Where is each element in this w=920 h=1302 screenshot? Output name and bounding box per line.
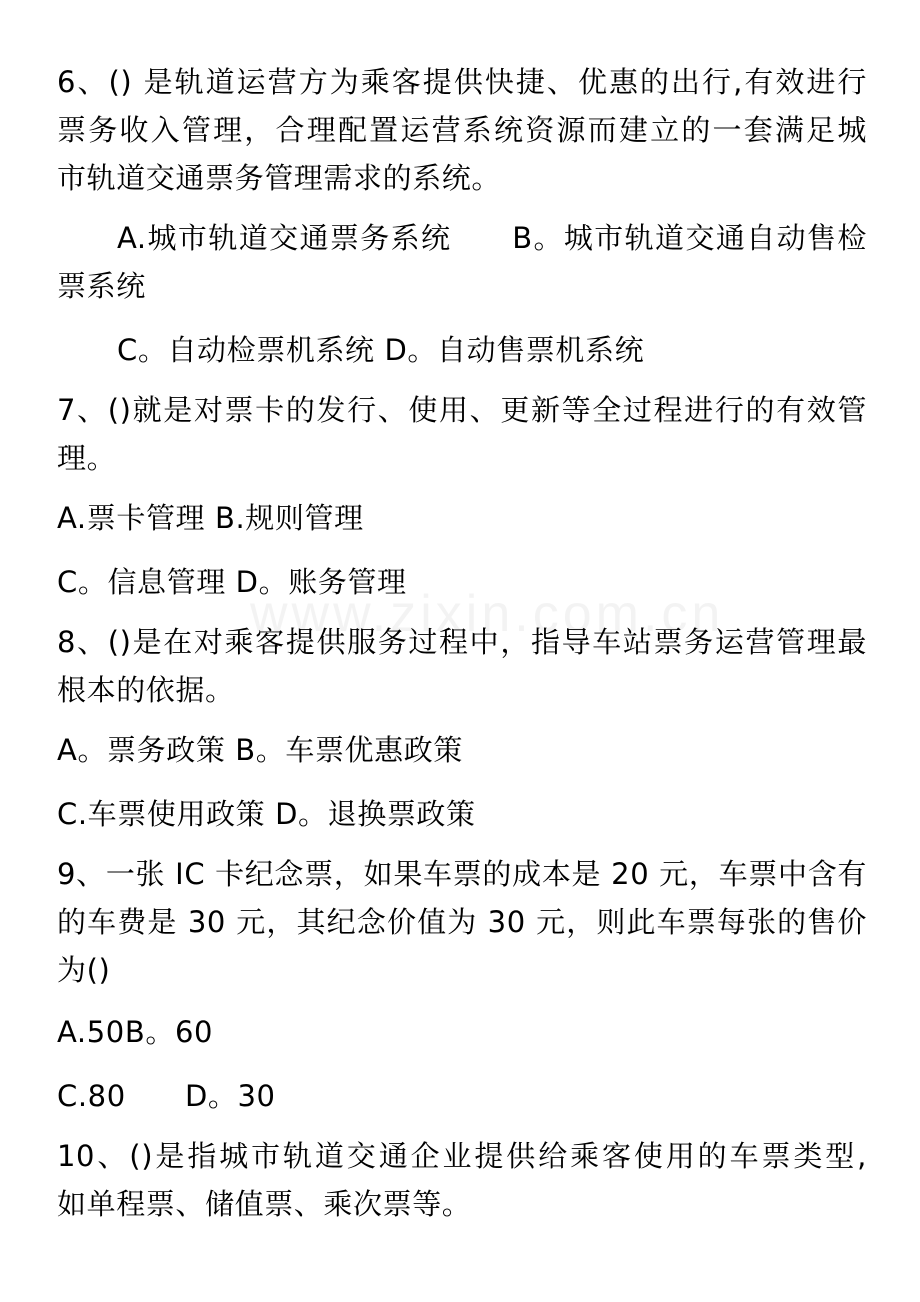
question-6-options-cd: C。自动检票机系统 D。自动售票机系统 [117, 333, 645, 367]
question-8-options-ab: A。票务政策 B。车票优惠政策 [57, 733, 463, 767]
question-9-options-ab: A.50B。60 [57, 1015, 214, 1049]
question-6-line-3: 市轨道交通票务管理需求的系统。 [57, 161, 502, 195]
question-6-options-ab: A.城市轨道交通票务系统 B。城市轨道交通自动售检 [117, 221, 867, 255]
question-8-line-1: 8、()是在对乘客提供服务过程中，指导车站票务运营管理最 [57, 625, 867, 659]
question-10-line-2: 如单程票、储值票、乘次票等。 [57, 1187, 472, 1221]
question-8-options-cd: C.车票使用政策 D。退换票政策 [57, 797, 476, 831]
question-9-line-1: 9、一张 IC 卡纪念票，如果车票的成本是 20 元，车票中含有 [57, 857, 867, 891]
question-6-line-2: 票务收入管理，合理配置运营系统资源而建立的一套满足城 [57, 113, 867, 147]
question-9-options-cd: C.80 D。30 [57, 1079, 276, 1113]
question-7-line-1: 7、()就是对票卡的发行、使用、更新等全过程进行的有效管 [57, 393, 867, 427]
question-9-line-2: 的车费是 30 元，其纪念价值为 30 元，则此车票每张的售价 [57, 905, 867, 939]
question-7-line-2: 理。 [57, 441, 117, 475]
question-6-line-1: 6、() 是轨道运营方为乘客提供快捷、优惠的出行,有效进行 [57, 65, 867, 99]
question-10-line-1: 10、()是指城市轨道交通企业提供给乘客使用的车票类型, [57, 1139, 867, 1173]
question-8-line-2: 根本的依据。 [57, 673, 235, 707]
question-7-options-ab: A.票卡管理 B.规则管理 [57, 501, 364, 535]
question-6-options-ab-cont: 票系统 [57, 269, 146, 303]
question-9-line-3: 为() [57, 953, 111, 987]
question-7-options-cd: C。信息管理 D。账务管理 [57, 565, 407, 599]
